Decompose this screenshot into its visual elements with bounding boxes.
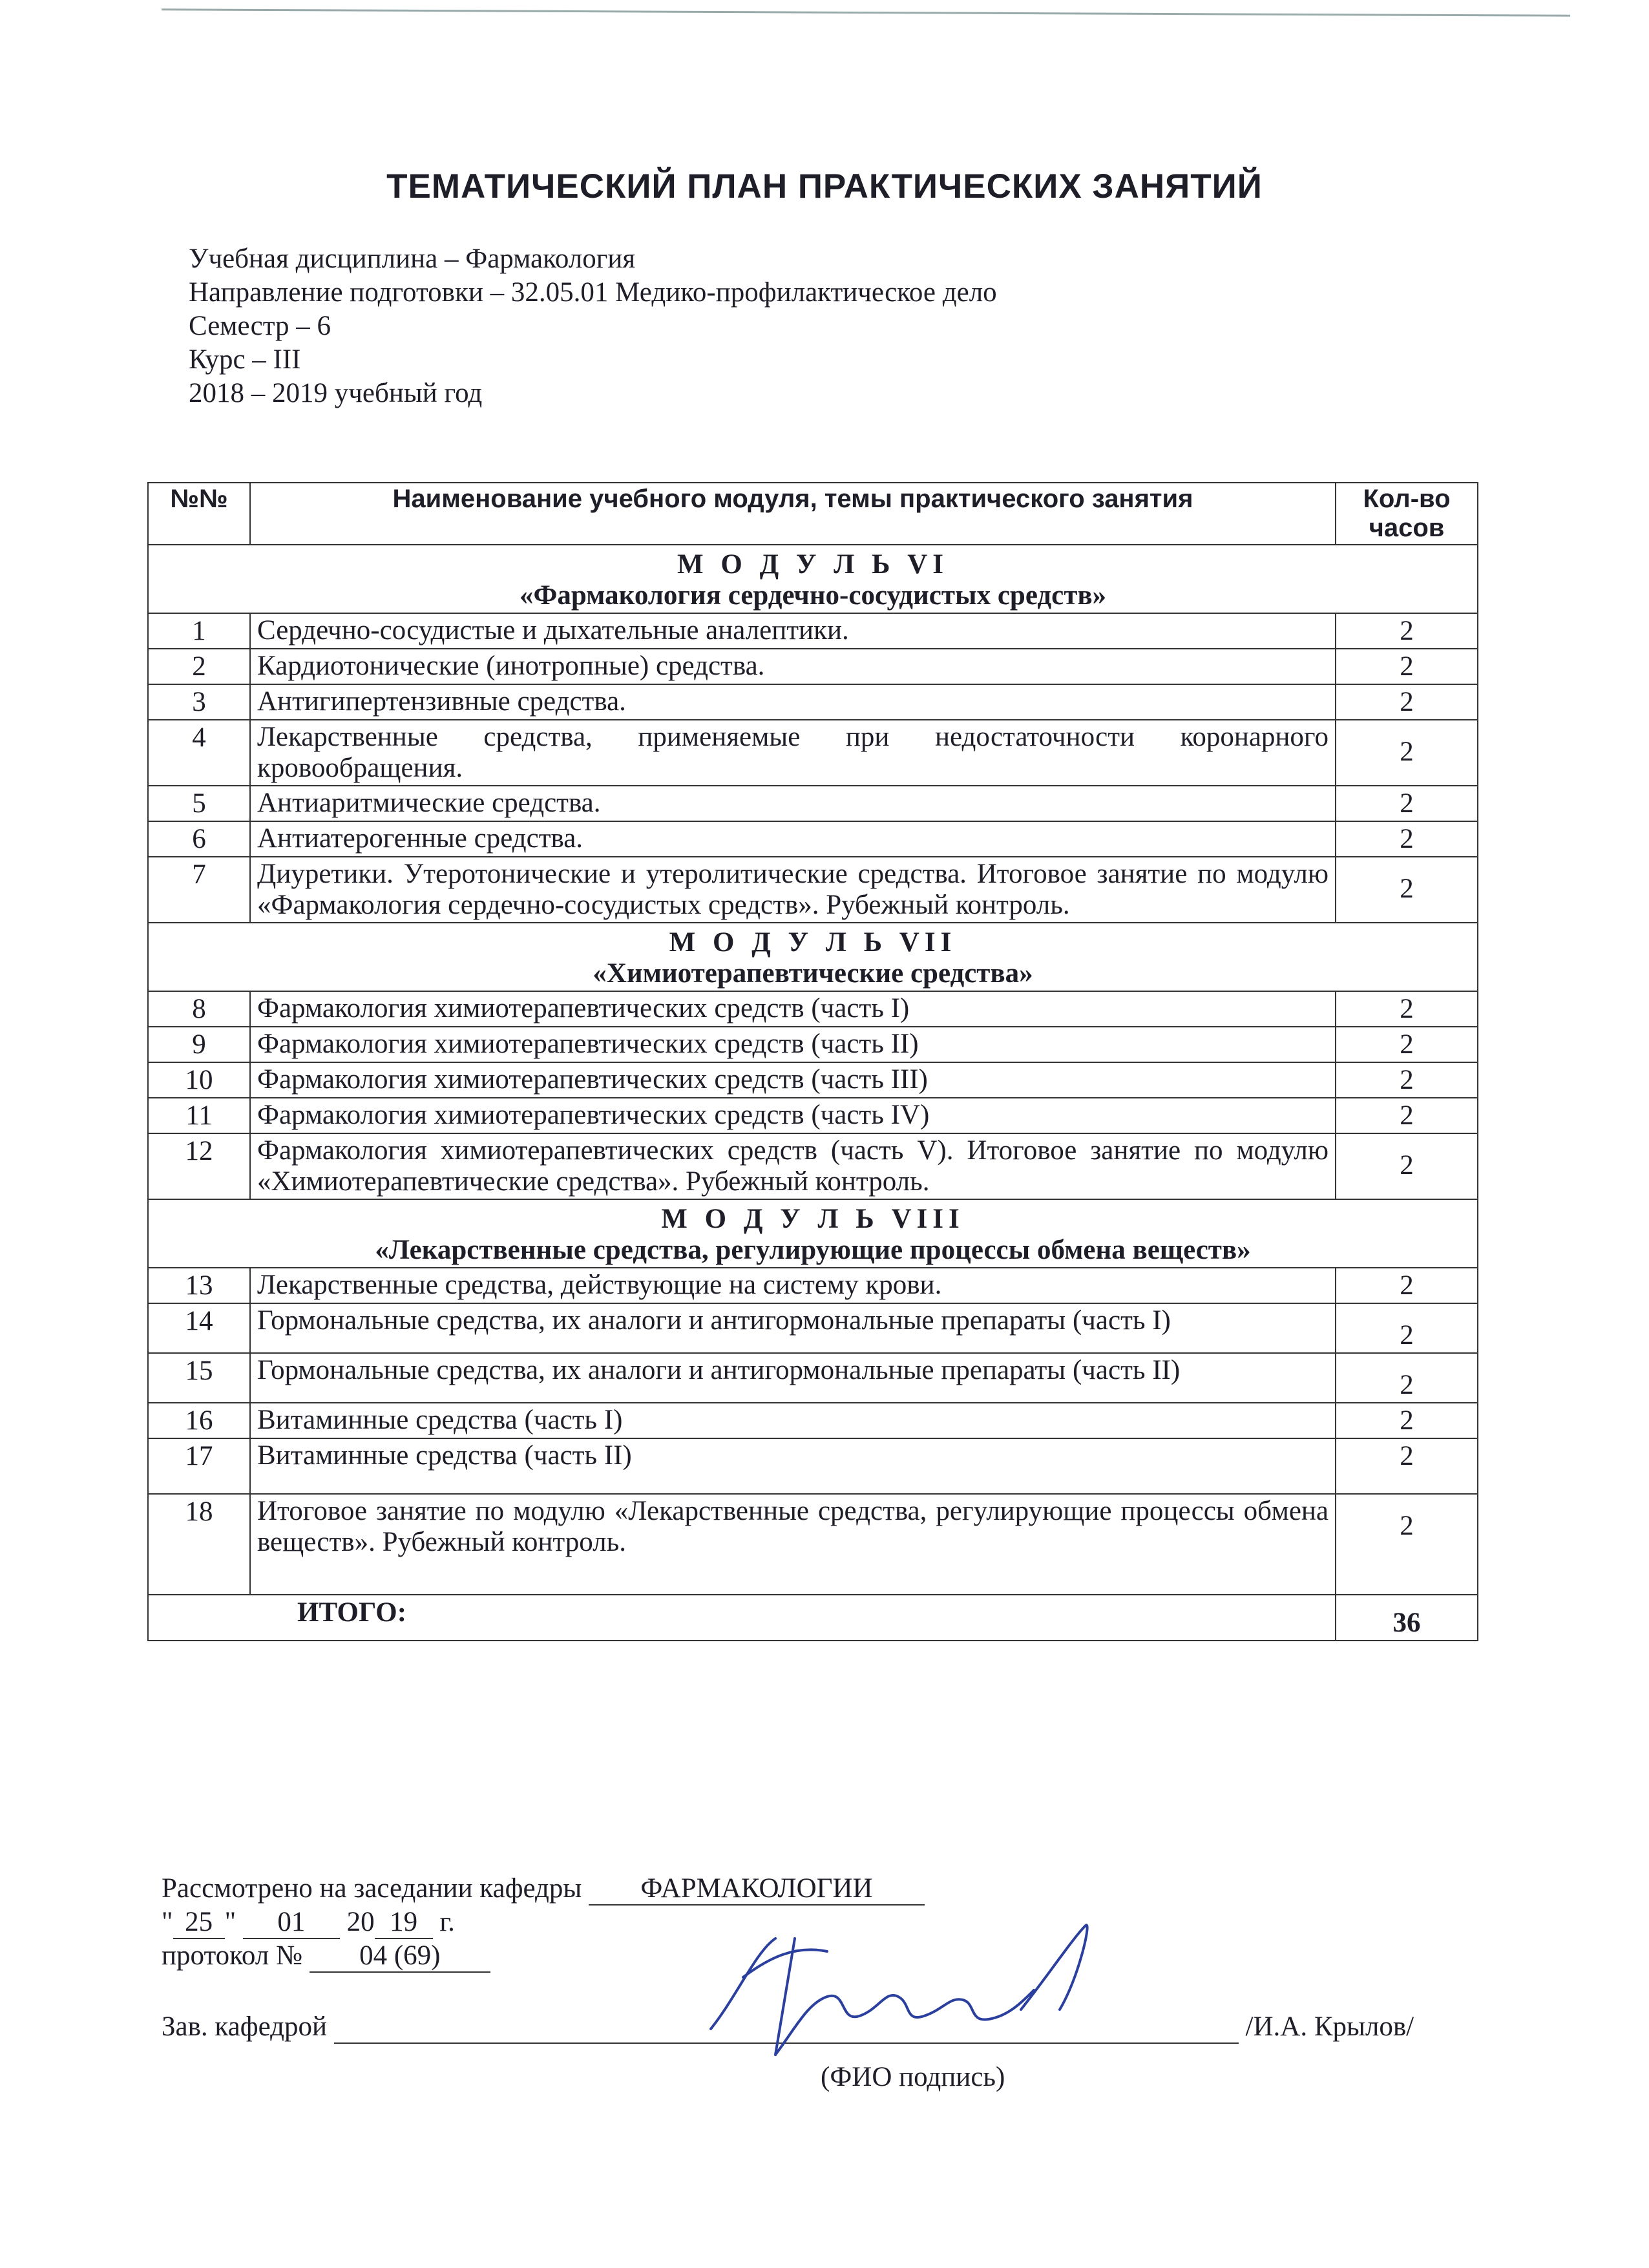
table-row xyxy=(148,1027,1478,1062)
table-row xyxy=(148,991,1478,1027)
row-number: 1 xyxy=(148,613,250,649)
table-row xyxy=(148,649,1478,684)
protocol-value: 04 (69) xyxy=(310,1940,490,1973)
table-row xyxy=(148,1133,1478,1199)
module-subtitle: «Лекарственные средства, регулирующие процессы обмена веществ» xyxy=(375,1235,1251,1265)
module-row xyxy=(148,923,1478,991)
reviewed-label: Рассмотрено на заседании кафедры xyxy=(162,1873,582,1904)
row-topic: Итоговое занятие по модулю «Лекарственные средства, регулирующие процессы обмена веществ». Рубежный контроль. xyxy=(250,1494,1336,1595)
row-topic: Гормональные средства, их аналоги и антигормональные препараты (часть II) xyxy=(250,1353,1336,1403)
header-name: Наименование учебного модуля, темы практического занятия xyxy=(250,483,1336,545)
row-number: 15 xyxy=(148,1353,250,1403)
date-year: 19 xyxy=(375,1906,433,1939)
total-hours: 36 xyxy=(1336,1595,1478,1641)
course-info xyxy=(189,242,997,410)
module-subtitle: «Фармакология сердечно-сосудистых средств» xyxy=(519,580,1107,611)
table-row xyxy=(148,1303,1478,1353)
row-topic: Фармакология химиотерапевтических средств (часть V). Итоговое занятие по модулю «Химиотерапевтические средства». Рубежный контроль. xyxy=(250,1133,1336,1199)
head-label: Зав. кафедрой xyxy=(162,2011,328,2042)
protocol-line xyxy=(162,1940,490,1973)
row-hours: 2 xyxy=(1336,1133,1478,1199)
table-row xyxy=(148,613,1478,649)
table-row xyxy=(148,1494,1478,1595)
row-hours: 2 xyxy=(1336,821,1478,857)
row-hours: 2 xyxy=(1336,1062,1478,1098)
info-direction: Направление подготовки – 32.05.01 Медико-профилактическое дело xyxy=(189,277,997,308)
page-title: ТЕМАТИЧЕСКИЙ ПЛАН ПРАКТИЧЕСКИХ ЗАНЯТИЙ xyxy=(386,167,1263,205)
table-row xyxy=(148,786,1478,821)
row-hours: 2 xyxy=(1336,1303,1478,1353)
module-row xyxy=(148,1199,1478,1268)
head-name: /И.А. Крылов/ xyxy=(1245,2011,1414,2042)
row-hours: 2 xyxy=(1336,720,1478,786)
module-header xyxy=(148,1199,1478,1268)
row-number: 10 xyxy=(148,1062,250,1098)
row-topic: Фармакология химиотерапевтических средств (часть I) xyxy=(250,991,1336,1027)
row-hours: 2 xyxy=(1336,1353,1478,1403)
row-number: 17 xyxy=(148,1438,250,1494)
row-number: 11 xyxy=(148,1098,250,1133)
row-hours: 2 xyxy=(1336,991,1478,1027)
row-topic: Фармакология химиотерапевтических средств (часть III) xyxy=(250,1062,1336,1098)
module-title: М О Д У Л Ь VIII xyxy=(661,1204,965,1234)
row-hours: 2 xyxy=(1336,1494,1478,1595)
row-topic: Антигипертензивные средства. xyxy=(250,684,1336,720)
row-number: 3 xyxy=(148,684,250,720)
sign-note: (ФИО подпись) xyxy=(821,2062,1005,2092)
row-hours: 2 xyxy=(1336,1098,1478,1133)
row-hours: 2 xyxy=(1336,684,1478,720)
row-topic: Диуретики. Утеротонические и утеролитические средства. Итоговое занятие по модулю «Фармакология сердечно-сосудистых средств». Рубежный контроль. xyxy=(250,857,1336,923)
row-topic: Сердечно-сосудистые и дыхательные аналептики. xyxy=(250,613,1336,649)
module-title: М О Д У Л Ь VII xyxy=(669,927,957,958)
row-number: 14 xyxy=(148,1303,250,1353)
table-row xyxy=(148,1403,1478,1438)
row-number: 4 xyxy=(148,720,250,786)
row-hours: 2 xyxy=(1336,1268,1478,1303)
scan-edge-line xyxy=(162,8,1570,17)
table-row xyxy=(148,1353,1478,1403)
module-header xyxy=(148,923,1478,991)
row-hours: 2 xyxy=(1336,786,1478,821)
row-hours: 2 xyxy=(1336,1403,1478,1438)
total-row xyxy=(148,1595,1478,1641)
module-header xyxy=(148,545,1478,613)
info-discipline: Учебная дисциплина – Фармакология xyxy=(189,244,636,274)
row-number: 6 xyxy=(148,821,250,857)
table-row xyxy=(148,1268,1478,1303)
table-row xyxy=(148,857,1478,923)
date-day: 25 xyxy=(173,1906,225,1939)
row-number: 12 xyxy=(148,1133,250,1199)
date-year-prefix: 20 xyxy=(346,1907,375,1937)
row-topic: Антиатерогенные средства. xyxy=(250,821,1336,857)
table-header-row xyxy=(148,483,1478,545)
row-number: 8 xyxy=(148,991,250,1027)
row-topic: Гормональные средства, их аналоги и антигормональные препараты (часть I) xyxy=(250,1303,1336,1353)
table-row xyxy=(148,1438,1478,1494)
department-name: ФАРМАКОЛОГИИ xyxy=(589,1873,925,1906)
info-semester: Семестр – 6 xyxy=(189,311,331,341)
module-row xyxy=(148,545,1478,613)
row-topic: Антиаритмические средства. xyxy=(250,786,1336,821)
info-course: Курс – III xyxy=(189,344,301,375)
table-row xyxy=(148,1098,1478,1133)
total-label: ИТОГО: xyxy=(148,1595,1336,1641)
row-number: 7 xyxy=(148,857,250,923)
info-year: 2018 – 2019 учебный год xyxy=(189,378,483,408)
protocol-label: протокол № xyxy=(162,1940,303,1971)
row-hours: 2 xyxy=(1336,1438,1478,1494)
module-title: М О Д У Л Ь VI xyxy=(677,549,949,580)
row-number: 16 xyxy=(148,1403,250,1438)
row-number: 18 xyxy=(148,1494,250,1595)
plan-table xyxy=(147,482,1478,1641)
row-number: 5 xyxy=(148,786,250,821)
table-row xyxy=(148,684,1478,720)
row-hours: 2 xyxy=(1336,857,1478,923)
row-number: 13 xyxy=(148,1268,250,1303)
header-num: №№ xyxy=(148,483,250,545)
row-number: 9 xyxy=(148,1027,250,1062)
date-month: 01 xyxy=(243,1906,340,1939)
date-suffix: г. xyxy=(439,1907,455,1937)
row-topic: Витаминные средства (часть I) xyxy=(250,1403,1336,1438)
row-topic: Витаминные средства (часть II) xyxy=(250,1438,1336,1494)
row-topic: Кардиотонические (инотропные) средства. xyxy=(250,649,1336,684)
row-topic: Фармакология химиотерапевтических средств (часть IV) xyxy=(250,1098,1336,1133)
module-subtitle: «Химиотерапевтические средства» xyxy=(593,958,1033,989)
row-topic: Фармакология химиотерапевтических средств (часть II) xyxy=(250,1027,1336,1062)
table-row xyxy=(148,720,1478,786)
table-row xyxy=(148,821,1478,857)
date-line: " 25 " 01 20 19 г. xyxy=(162,1906,455,1939)
header-hours: Кол-во часов xyxy=(1336,483,1478,545)
row-hours: 2 xyxy=(1336,649,1478,684)
row-hours: 2 xyxy=(1336,1027,1478,1062)
row-topic: Лекарственные средства, применяемые при недостаточности коронарного кровообращения. xyxy=(250,720,1336,786)
row-number: 2 xyxy=(148,649,250,684)
row-hours: 2 xyxy=(1336,613,1478,649)
row-topic: Лекарственные средства, действующие на систему крови. xyxy=(250,1268,1336,1303)
table-row xyxy=(148,1062,1478,1098)
